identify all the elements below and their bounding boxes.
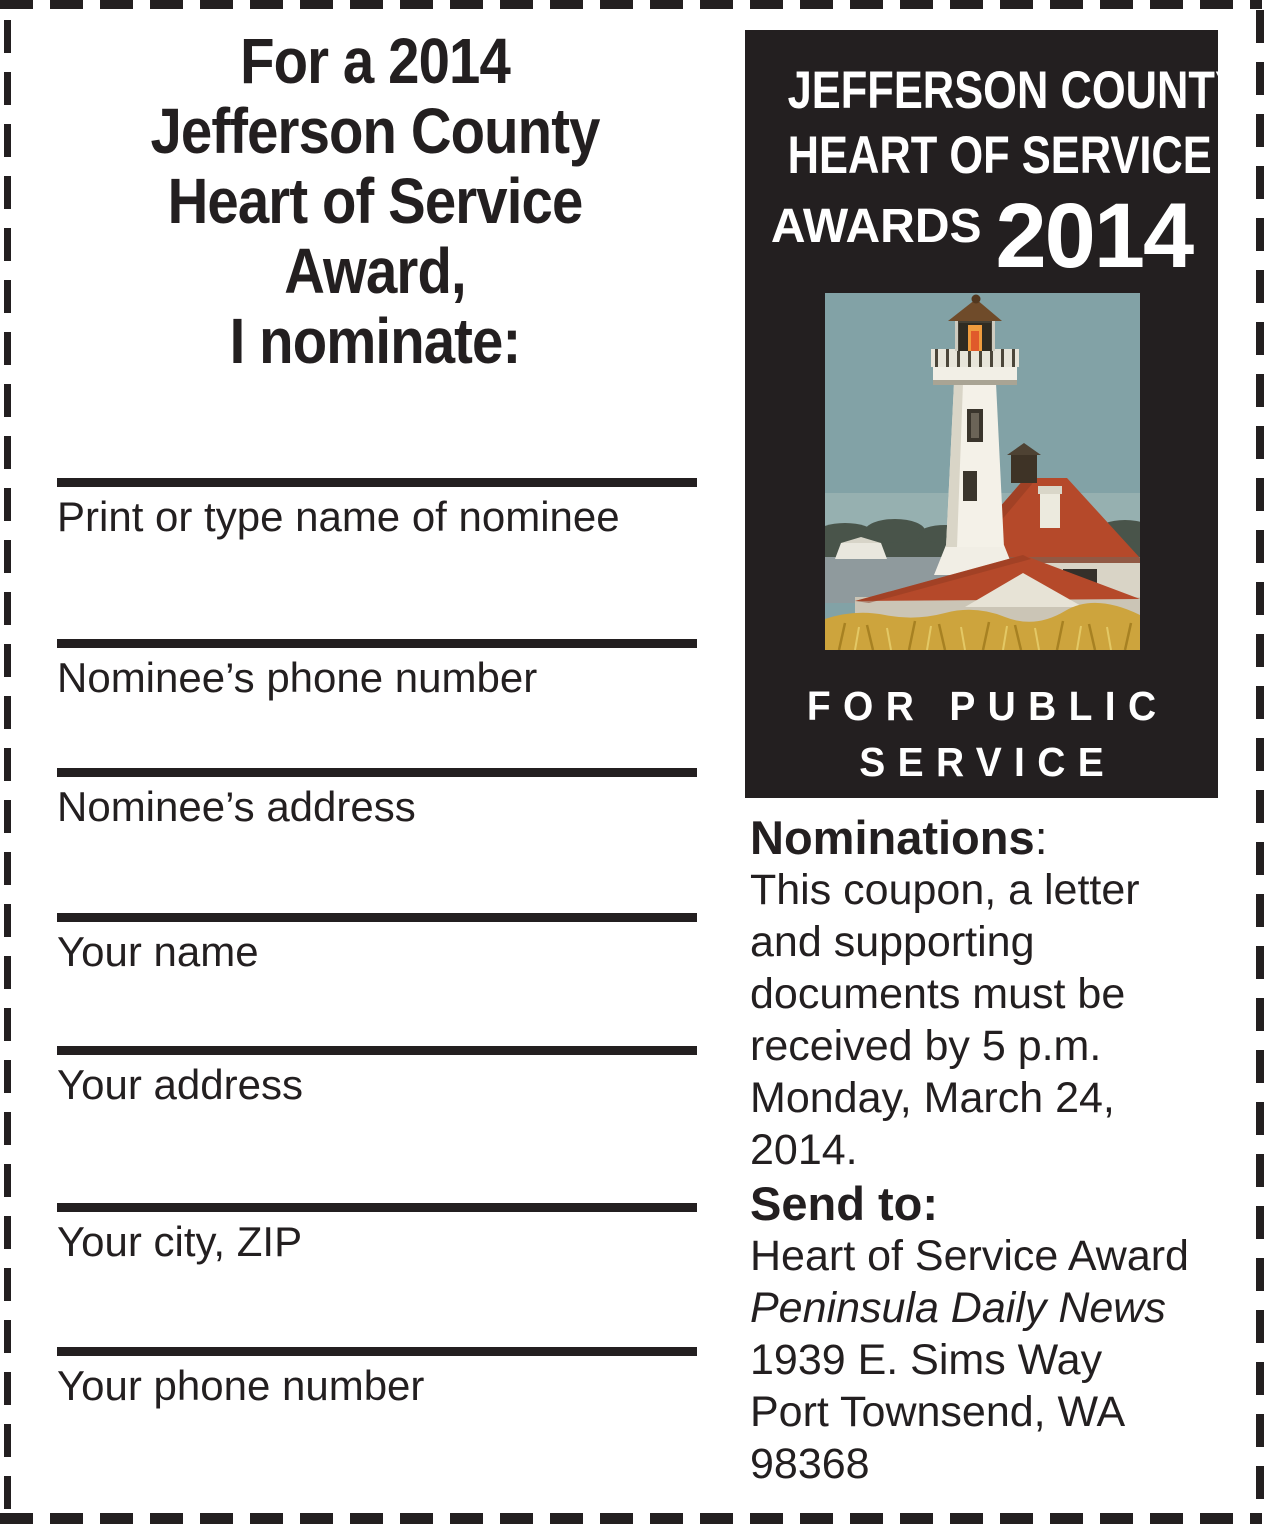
nominee-name-field (57, 478, 697, 540)
tagline-line1: FOR PUBLIC (806, 683, 1169, 729)
banner-tagline (757, 678, 1206, 790)
write-line (57, 1046, 697, 1055)
field-label: Your city, ZIP (57, 1218, 303, 1265)
coupon-border-bottom (0, 1513, 1262, 1524)
field-label: Nominee’s phone number (57, 654, 538, 701)
write-line (57, 1203, 697, 1212)
nominations-body-line: 2014. (750, 1126, 858, 1174)
send-to-organization: Peninsula Daily News (750, 1284, 1166, 1332)
nominations-instructions (750, 812, 1250, 1176)
banner-title-line1: JEFFERSON COUNTY (787, 61, 1244, 120)
lighthouse-photo (825, 293, 1140, 650)
nomination-title (76, 26, 674, 376)
nominee-phone-field (57, 639, 697, 701)
title-line: I nominate: (229, 305, 521, 377)
send-to-zip: 98368 (750, 1440, 870, 1488)
coupon-border-left (4, 20, 11, 1510)
coupon-border-right (1256, 10, 1264, 1510)
send-to-city-state: Port Townsend, WA (750, 1388, 1126, 1436)
nominations-body-line: documents must be (750, 970, 1126, 1018)
title-line: Award, (284, 235, 466, 307)
send-to-heading: Send to: (750, 1177, 938, 1230)
field-label: Nominee’s address (57, 783, 416, 830)
nominee-address-field (57, 768, 697, 830)
nominations-heading: Nominations: (750, 811, 1048, 864)
your-name-field (57, 913, 697, 975)
write-line (57, 768, 697, 777)
field-label: Your address (57, 1061, 303, 1108)
nominations-body-line: Monday, March 24, (750, 1074, 1115, 1122)
your-address-field (57, 1046, 697, 1108)
title-line: Jefferson County (150, 95, 600, 167)
title-line: Heart of Service (167, 165, 583, 237)
nominations-body-line: and supporting (750, 918, 1035, 966)
coupon-border-top (0, 0, 1262, 9)
field-label: Print or type name of nominee (57, 493, 620, 540)
write-line (57, 639, 697, 648)
field-label: Your phone number (57, 1362, 425, 1409)
your-city-zip-field (57, 1203, 697, 1265)
your-phone-field (57, 1347, 697, 1409)
send-to-address (750, 1178, 1255, 1490)
awards-banner (745, 30, 1244, 798)
banner-title-line2: HEART OF SERVICE (787, 126, 1212, 185)
awards-year: 2014 (995, 185, 1193, 287)
banner-awards-year-row (745, 186, 1218, 286)
write-line (57, 1347, 697, 1356)
nominations-body-line: This coupon, a letter (750, 866, 1140, 914)
field-label: Your name (57, 928, 259, 975)
write-line (57, 913, 697, 922)
title-line: For a 2014 (240, 25, 510, 97)
send-to-recipient: Heart of Service Award (750, 1232, 1189, 1280)
tagline-line2: SERVICE (859, 739, 1117, 785)
send-to-street: 1939 E. Sims Way (750, 1336, 1103, 1384)
nominations-body-line: received by 5 p.m. (750, 1022, 1102, 1070)
write-line (57, 478, 697, 487)
awards-label: AWARDS (770, 199, 982, 253)
